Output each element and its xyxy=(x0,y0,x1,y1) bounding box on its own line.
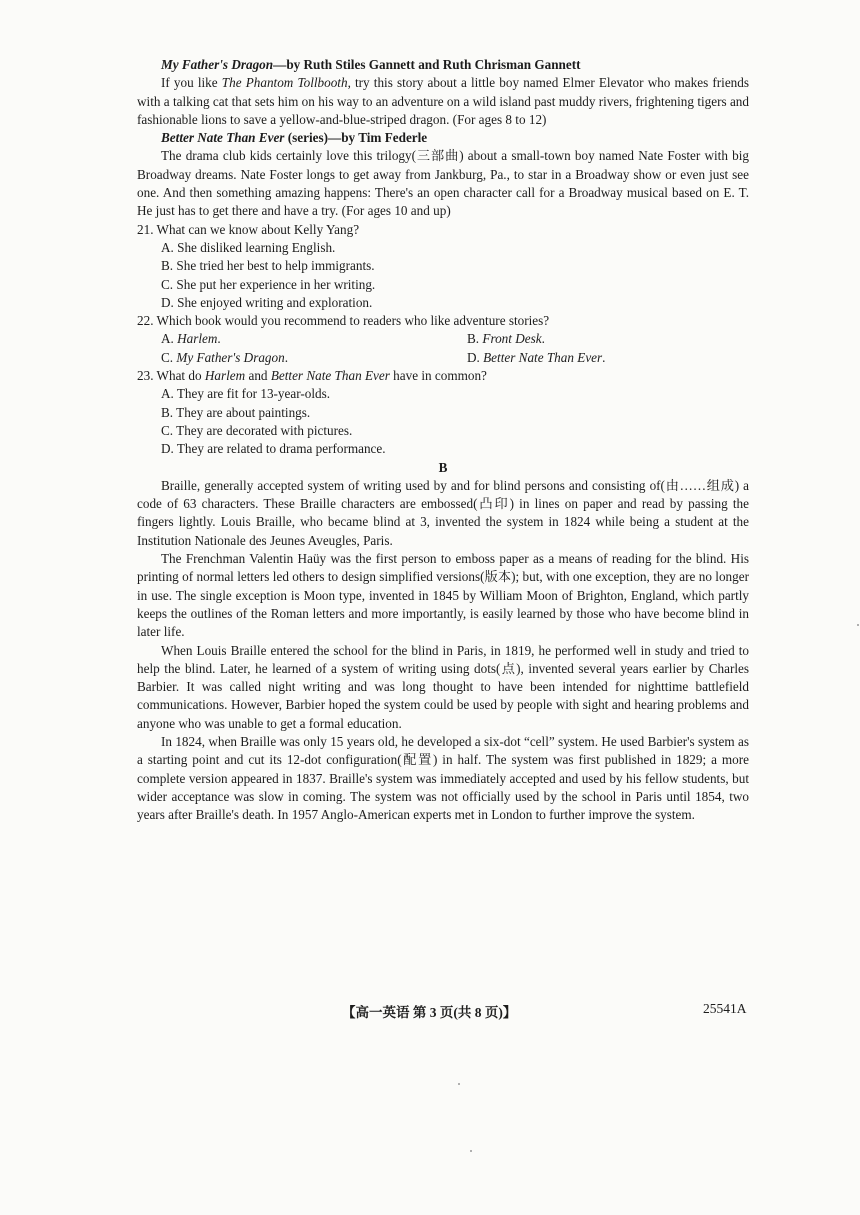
answer-option xyxy=(467,349,605,367)
option-letter: A. xyxy=(161,331,178,347)
text-segment: 23. What do xyxy=(137,368,205,384)
book-description: The drama club kids certainly love this trilogy(三部曲) about a small-town boy named Nate Foster with big Broadway dreams. Nate Foster longs to get away from Jankburg, Pa., to star in a Broadway show or even just see one. And then something amazing happens: There's an open character call for a Broadway musical based on E. T. He just has to get there and have a try. (For ages 10 and up) xyxy=(137,148,749,219)
question-stem: 22. Which book would you recommend to readers who like adventure stories? xyxy=(137,313,550,329)
text-segment: and xyxy=(245,368,271,384)
book-title: My Father's Dragon xyxy=(161,57,274,72)
referenced-title: The Phantom Tollbooth xyxy=(221,75,348,91)
referenced-title: Harlem xyxy=(204,368,246,384)
scan-speck xyxy=(470,1150,472,1152)
book-title: Better Nate Than Ever xyxy=(161,130,285,146)
question-stem: 21. What can we know about Kelly Yang? xyxy=(137,221,360,237)
answer-option: D. She enjoyed writing and exploration. xyxy=(161,294,373,310)
option-title: Harlem xyxy=(177,331,218,347)
option-period: . xyxy=(602,349,606,365)
answer-option: B. They are about paintings. xyxy=(161,404,311,420)
book-heading xyxy=(137,56,749,74)
answer-option: D. They are related to drama performance. xyxy=(161,441,386,457)
scan-speck xyxy=(458,1083,460,1085)
answer-option xyxy=(161,349,467,367)
answer-option xyxy=(161,330,467,348)
footer-label: 【高一英语 第 3 页(共 8 页)】 xyxy=(342,1005,517,1020)
page-content xyxy=(137,56,749,824)
footer-code: 25541A xyxy=(703,1001,747,1016)
option-period: . xyxy=(541,331,545,347)
option-letter: C. xyxy=(161,349,177,365)
passage-paragraph: When Louis Braille entered the school for the blind in Paris, in 1819, he performed well in study and tried to help the blind. Later, he learned of a system of writing using dots(点), invented several years earlier by Charles Barbier. It was called night writing and was long thought to have been intended for nighttime battlefield communications. However, Barbier hoped the system could be used by people with sight and hearing problems and anyone who was unable to get a formal education. xyxy=(137,642,749,731)
option-period: . xyxy=(217,331,221,347)
answer-option: C. She put her experience in her writing. xyxy=(161,276,376,292)
answer-option: A. She disliked learning English. xyxy=(161,239,336,255)
book-heading xyxy=(137,129,749,147)
answer-option: B. She tried her best to help immigrants. xyxy=(161,258,375,274)
text-segment: , try this story about a little boy named Elmer Elevator who makes friends with a talking cat that sets him on his way to an adventure on a wild island past muddy rivers, frightening tigers and fashionable lions to save a yellow-and-blue-striped dragon. (For ages 8 to 12) xyxy=(137,75,750,127)
book-authors: (series)—by Tim Federle xyxy=(284,130,428,146)
answer-option xyxy=(467,330,545,348)
option-title: Better Nate Than Ever xyxy=(483,349,603,365)
option-title: My Father's Dragon xyxy=(176,349,285,365)
text-segment: If you like xyxy=(161,75,222,91)
question-stem xyxy=(137,367,749,385)
passage-paragraph: The Frenchman Valentin Haüy was the first person to emboss paper as a means of reading for the blind. His printing of normal letters led others to design simplified versions(版本); but, with one exception, they are no longer in use. The single exception is Moon type, invented in 1845 by William Moon of Brighton, England, which partly keeps the outlines of the Roman letters and more importantly, is easily learned by those who have become blind in later life. xyxy=(137,551,749,640)
answer-option: C. They are decorated with pictures. xyxy=(161,422,353,438)
passage-paragraph: In 1824, when Braille was only 15 years old, he developed a six-dot “cell” system. He used Barbier's system as a starting point and cut its 12-dot configuration(配置) in half. The system was first published in 1829; a more complete version appeared in 1837. Braille's system was immediately accepted and used by his fellow students, but wider acceptance was slow in coming. The system was not officially used by the school in Paris until 1854, two years after Braille's death. In 1957 Anglo-American experts met in London to further improve the system. xyxy=(137,733,749,823)
option-row xyxy=(137,330,749,348)
referenced-title: Better Nate Than Ever xyxy=(270,368,390,384)
book-authors: —by Ruth Stiles Gannett and Ruth Chrisman Gannett xyxy=(273,57,581,72)
option-row xyxy=(137,349,749,367)
book-description xyxy=(137,74,749,129)
answer-option: A. They are fit for 13-year-olds. xyxy=(161,386,331,402)
scan-speck xyxy=(857,624,859,626)
option-letter: B. xyxy=(467,331,483,347)
section-heading: B xyxy=(438,459,448,475)
text-segment: have in common? xyxy=(389,368,487,384)
option-title: Front Desk xyxy=(482,331,542,347)
option-letter: D. xyxy=(467,349,484,365)
passage-paragraph: Braille, generally accepted system of writing used by and for blind persons and consisting of(由……组成) a code of 63 characters. These Braille characters are embossed(凸印) in lines on paper and read by passing the fingers lightly. Louis Braille, who became blind at 3, invented the system in 1824 while being a student at the Institution Nationale des Jeunes Aveugles, Paris. xyxy=(137,477,749,548)
option-period: . xyxy=(284,349,288,365)
